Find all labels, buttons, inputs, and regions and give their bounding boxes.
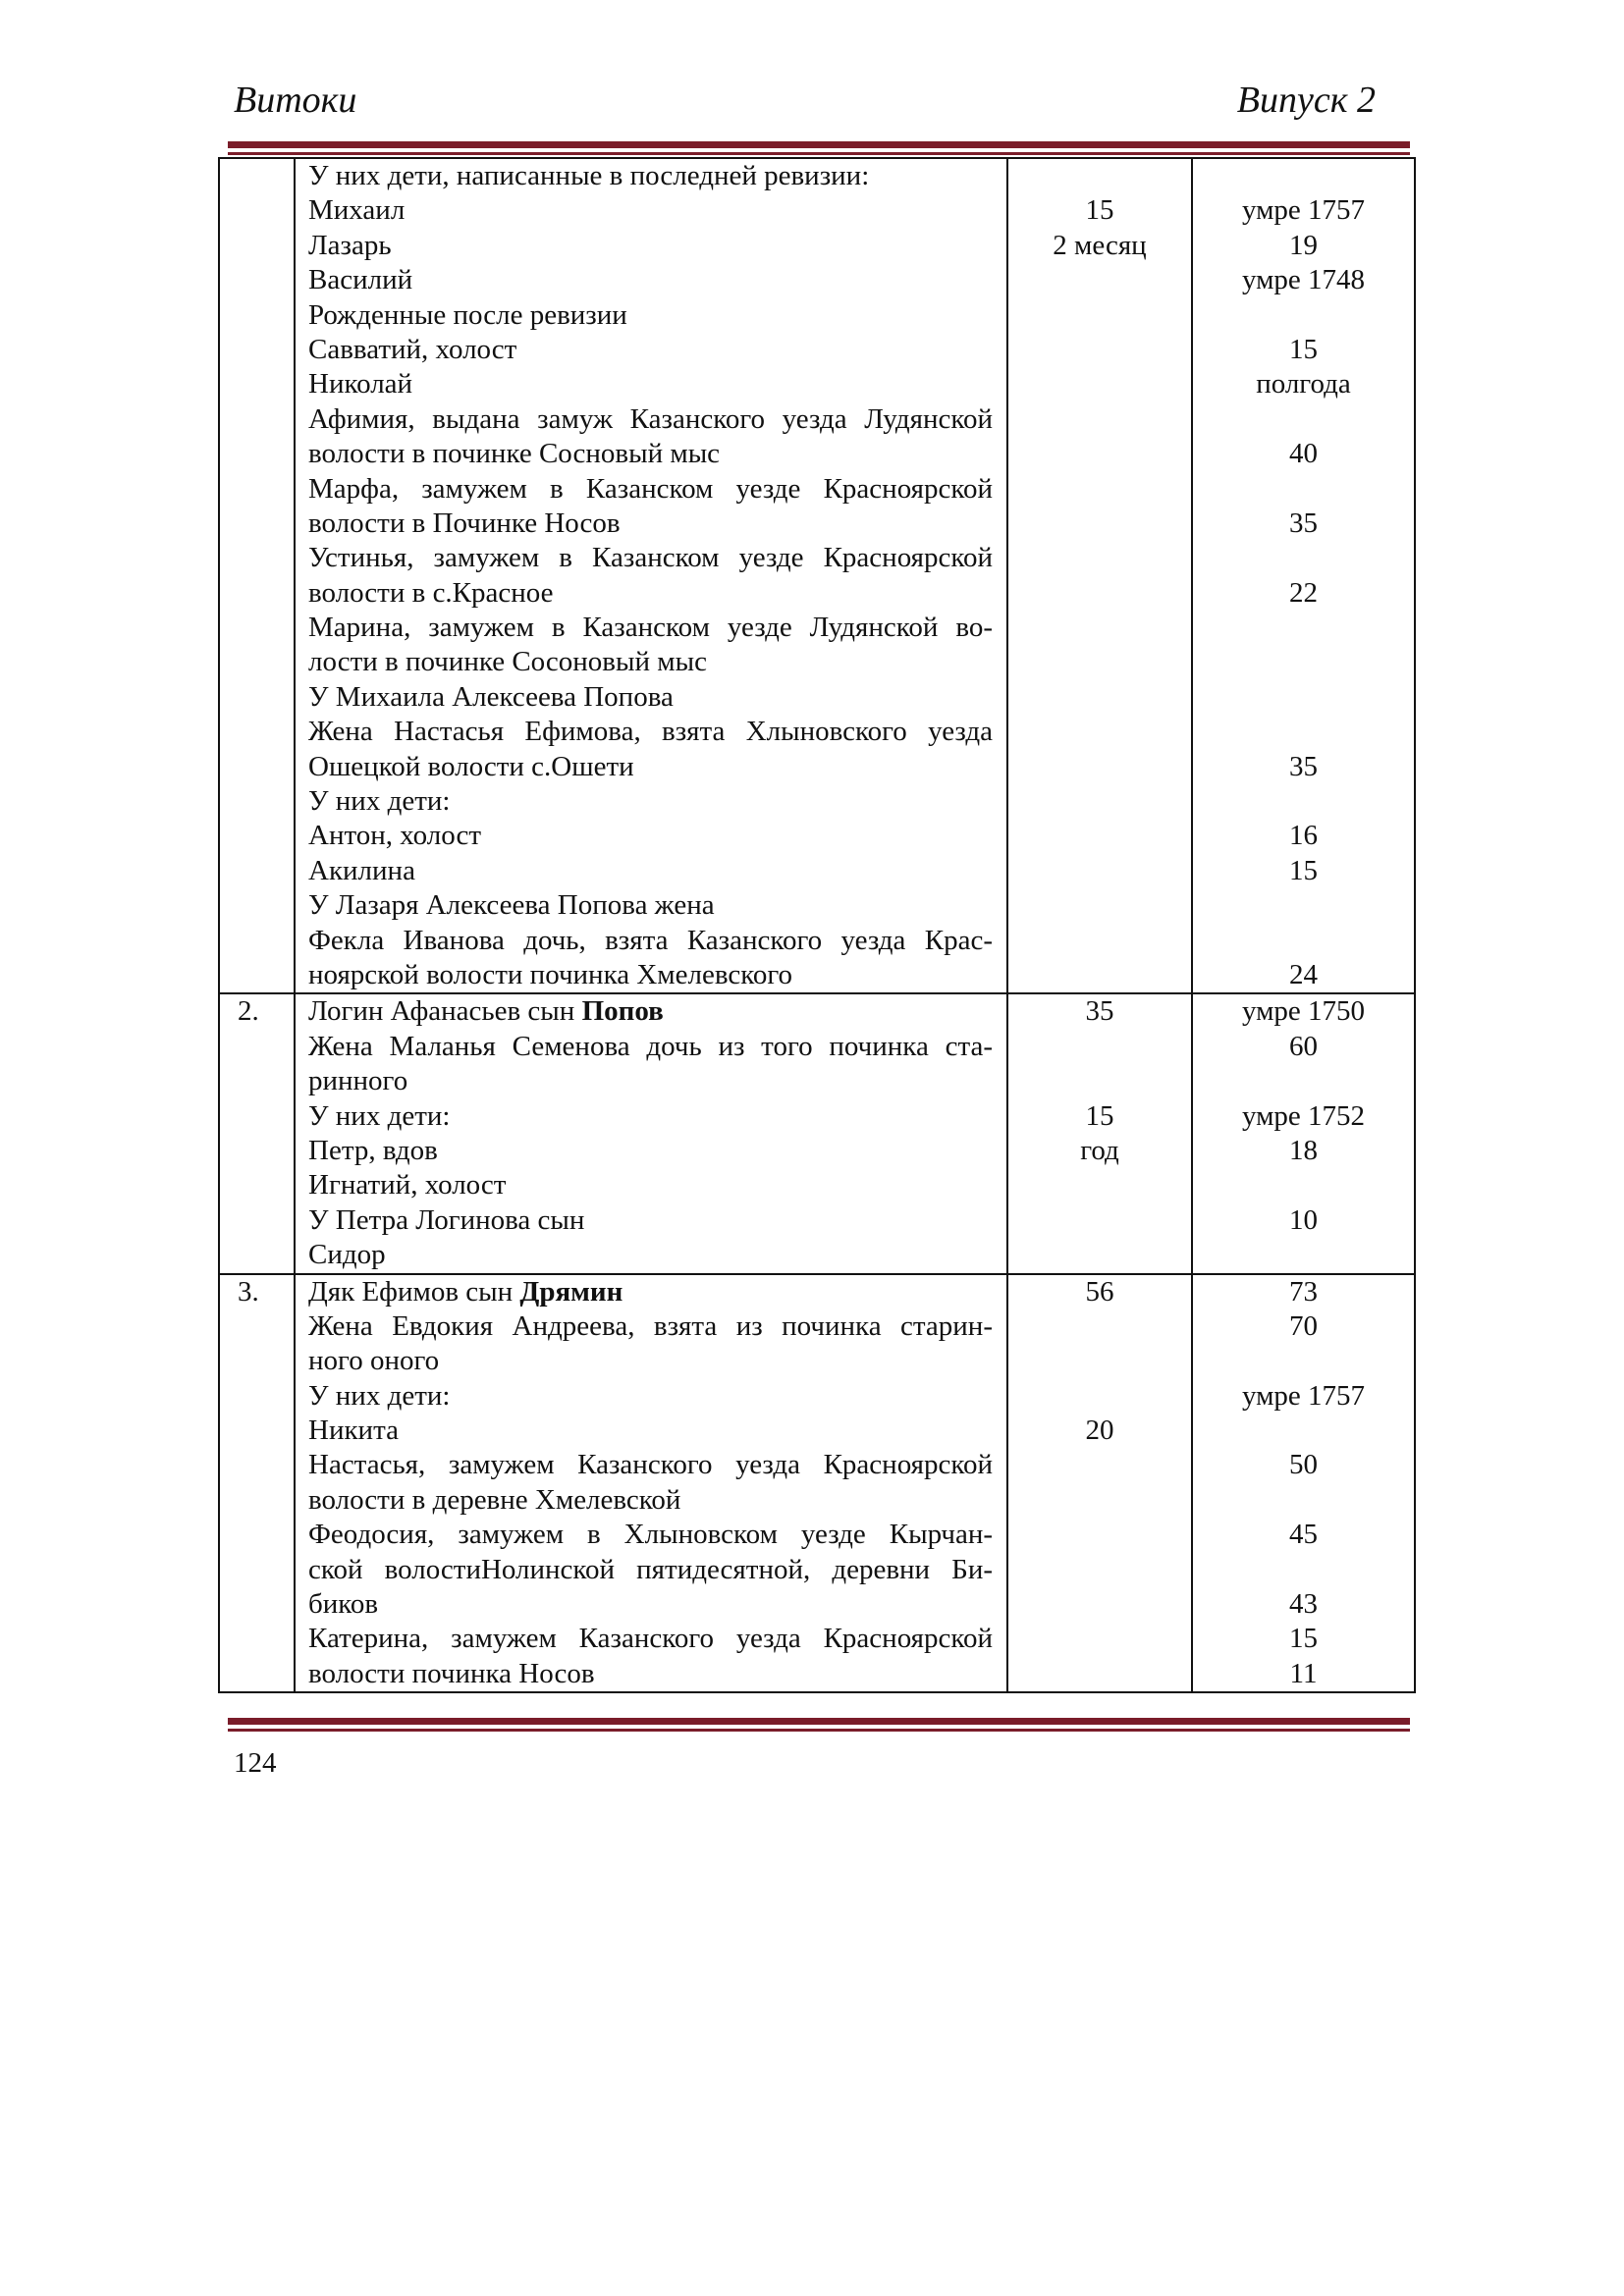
age-value-2: 45 (1289, 1519, 1318, 1551)
age-value-2 (1193, 1414, 1414, 1448)
table-row (219, 993, 1415, 1273)
age-value-2: 10 (1289, 1203, 1318, 1236)
person-name: Логин Афанасьев сын (308, 995, 582, 1028)
description-line: волости в с.Красное (308, 576, 554, 609)
age-value-1 (1008, 680, 1191, 715)
entry-age-column-2 (1192, 158, 1415, 993)
age-value-2: 18 (1289, 1134, 1318, 1166)
age-value-1 (1008, 854, 1191, 888)
age-value-2: полгода (1256, 368, 1351, 400)
page-number: 124 (234, 1747, 277, 1779)
age-value-1 (1008, 1168, 1191, 1202)
age-value-1 (1008, 333, 1191, 367)
entry-age-column-1 (1007, 993, 1192, 1273)
age-value-1 (1008, 1379, 1191, 1414)
age-value-2 (1193, 1238, 1414, 1272)
description-line: ринного (308, 1065, 408, 1097)
description-line: Рожденные после ревизии (308, 298, 627, 331)
age-value-2: 24 (1289, 958, 1318, 990)
age-value-1 (1008, 159, 1191, 193)
description-line (308, 994, 993, 1029)
description-line: Марфа, замужем в Казанском уезде Красноярской (308, 472, 993, 505)
entry-age-column-1 (1007, 158, 1192, 993)
description-line: Василий (308, 264, 413, 296)
age-value-2 (1193, 784, 1414, 819)
age-value-1: 56 (1085, 1275, 1114, 1308)
age-value-1: 35 (1085, 995, 1114, 1028)
age-value-1 (1008, 1309, 1191, 1344)
age-value-2 (1193, 645, 1414, 679)
age-value-1 (1008, 750, 1191, 784)
age-value-2 (1193, 541, 1414, 575)
running-header-title: Витоки (234, 80, 357, 121)
age-value-2: умре 1757 (1241, 194, 1366, 227)
age-value-2 (1193, 402, 1414, 437)
description-line: У них дети: (308, 785, 451, 818)
age-value-2: 70 (1289, 1309, 1318, 1342)
age-value-2: 15 (1289, 1623, 1318, 1655)
age-value-1 (1008, 645, 1191, 679)
age-value-2: 73 (1289, 1275, 1318, 1308)
age-value-2 (1193, 1344, 1414, 1378)
description-line: Афимия, выдана замуж Казанского уезда Лудянской (308, 402, 993, 435)
age-value-1: 15 (1085, 194, 1114, 227)
age-value-2: умре 1748 (1241, 264, 1366, 296)
header-divider (228, 141, 1410, 155)
age-value-2: 11 (1289, 1657, 1318, 1689)
description-line: Михаил (308, 194, 406, 227)
age-value-1: 15 (1085, 1099, 1114, 1132)
age-value-1: 20 (1085, 1415, 1114, 1447)
age-value-2 (1193, 1168, 1414, 1202)
description-line: биков (308, 1588, 379, 1621)
age-value-1 (1008, 1553, 1191, 1587)
description-line: Петр, вдов (308, 1134, 438, 1166)
age-value-1 (1008, 576, 1191, 611)
description-line: Феодосия, замужем в Хлыновском уезде Кырчан- (308, 1519, 993, 1551)
footer-divider (228, 1718, 1410, 1732)
entry-age-column-1 (1007, 1274, 1192, 1693)
age-value-1 (1008, 888, 1191, 923)
family-surname: Попов (581, 995, 664, 1028)
age-value-1 (1008, 1622, 1191, 1656)
table-row (219, 1274, 1415, 1693)
table-row (219, 158, 1415, 993)
description-line: Акилина (308, 854, 415, 886)
entry-number: 3. (219, 1274, 295, 1693)
age-value-1 (1008, 1587, 1191, 1622)
description-line: лости в починке Сосоновый мыс (308, 646, 707, 678)
entry-description (295, 158, 1007, 993)
age-value-2: умре 1757 (1241, 1379, 1366, 1412)
age-value-1 (1008, 1518, 1191, 1552)
age-value-1 (1008, 924, 1191, 958)
age-value-1 (1008, 1483, 1191, 1518)
age-value-1 (1008, 1238, 1191, 1272)
person-name: Дяк Ефимов сын (308, 1275, 520, 1308)
age-value-1 (1008, 437, 1191, 471)
age-value-1 (1008, 263, 1191, 297)
age-value-2: 43 (1289, 1588, 1318, 1621)
description-line: ноярской волости починка Хмелевского (308, 958, 793, 990)
age-value-2: 35 (1289, 750, 1318, 782)
age-value-2 (1193, 924, 1414, 958)
age-value-1 (1008, 1203, 1191, 1238)
description-line: У Петра Логинова сын (308, 1203, 585, 1236)
description-line: Устинья, замужем в Казанском уезде Красноярской (308, 542, 993, 574)
age-value-1 (1008, 1657, 1191, 1691)
age-value-1 (1008, 472, 1191, 507)
entry-age-column-2 (1192, 1274, 1415, 1693)
description-line: У Михаила Алексеева Попова (308, 680, 674, 713)
age-value-2: 15 (1289, 333, 1318, 365)
description-line: Фекла Иванова дочь, взята Казанского уезда Крас- (308, 924, 993, 956)
age-value-2 (1193, 1553, 1414, 1587)
description-line: Марина, замужем в Казанском уезде Лудянской во- (308, 612, 993, 644)
age-value-2: 16 (1289, 820, 1318, 852)
age-value-2 (1193, 888, 1414, 923)
description-line: У них дети: (308, 1099, 451, 1132)
age-value-2 (1193, 472, 1414, 507)
description-line: У них дети: (308, 1379, 451, 1412)
description-line: Николай (308, 368, 413, 400)
age-value-2: 50 (1289, 1449, 1318, 1481)
census-table (218, 157, 1416, 1693)
description-line: волости в деревне Хмелевской (308, 1483, 681, 1516)
family-surname: Дрямин (519, 1275, 623, 1308)
age-value-1 (1008, 784, 1191, 819)
age-value-1 (1008, 1064, 1191, 1098)
description-line: Настасья, замужем Казанского уезда Красноярской (308, 1449, 993, 1481)
description-line (308, 1275, 993, 1309)
entry-description (295, 1274, 1007, 1693)
age-value-1 (1008, 819, 1191, 853)
description-line: ного оного (308, 1345, 440, 1377)
age-value-1 (1008, 367, 1191, 401)
description-line: Игнатий, холост (308, 1169, 507, 1201)
age-value-1 (1008, 298, 1191, 333)
age-value-1 (1008, 507, 1191, 541)
age-value-1 (1008, 958, 1191, 992)
age-value-2 (1193, 1064, 1414, 1098)
age-value-2 (1193, 680, 1414, 715)
description-line: ской волостиНолинской пятидесятной, деревни Би- (308, 1553, 993, 1585)
entry-age-column-2 (1192, 993, 1415, 1273)
description-line: Катерина, замужем Казанского уезда Красноярской (308, 1623, 993, 1655)
age-value-2: 40 (1289, 438, 1318, 470)
description-line: Никита (308, 1415, 399, 1447)
age-value-1 (1008, 402, 1191, 437)
age-value-1 (1008, 611, 1191, 645)
age-value-2: 22 (1289, 576, 1318, 609)
age-value-2 (1193, 298, 1414, 333)
description-line: У Лазаря Алексеева Попова жена (308, 889, 715, 922)
description-line: Ошецкой волости с.Ошети (308, 750, 634, 782)
age-value-1 (1008, 1344, 1191, 1378)
age-value-1 (1008, 1030, 1191, 1064)
age-value-1 (1008, 715, 1191, 749)
description-line: Жена Настасья Ефимова, взята Хлыновского уезда (308, 716, 993, 748)
description-line: У них дети, написанные в последней ревизии: (308, 160, 870, 191)
age-value-1: 2 месяц (1053, 229, 1147, 261)
age-value-2: 19 (1289, 229, 1318, 261)
description-line: Жена Евдокия Андреева, взята из починка старин- (308, 1309, 993, 1342)
description-line: Жена Маланья Семенова дочь из того починка ста- (308, 1030, 993, 1062)
age-value-2: умре 1750 (1241, 995, 1366, 1028)
age-value-2: умре 1752 (1241, 1099, 1366, 1132)
description-line: Савватий, холост (308, 333, 517, 365)
description-line: Антон, холост (308, 820, 482, 852)
age-value-2: 35 (1289, 507, 1318, 539)
age-value-1 (1008, 541, 1191, 575)
description-line: волости в Починке Носов (308, 507, 621, 539)
age-value-1: год (1080, 1134, 1119, 1166)
description-line: волости починка Носов (308, 1657, 595, 1689)
age-value-2 (1193, 159, 1414, 193)
entry-number: 2. (219, 993, 295, 1273)
entry-description (295, 993, 1007, 1273)
age-value-2 (1193, 611, 1414, 645)
age-value-2 (1193, 1483, 1414, 1518)
age-value-2 (1193, 715, 1414, 749)
running-header-issue: Випуск 2 (1236, 80, 1376, 121)
age-value-2: 60 (1289, 1030, 1318, 1062)
entry-number (219, 158, 295, 993)
description-line: Сидор (308, 1239, 386, 1271)
age-value-2: 15 (1289, 854, 1318, 886)
description-line: Лазарь (308, 229, 392, 261)
description-line: волости в починке Сосновый мыс (308, 438, 721, 470)
age-value-1 (1008, 1448, 1191, 1482)
